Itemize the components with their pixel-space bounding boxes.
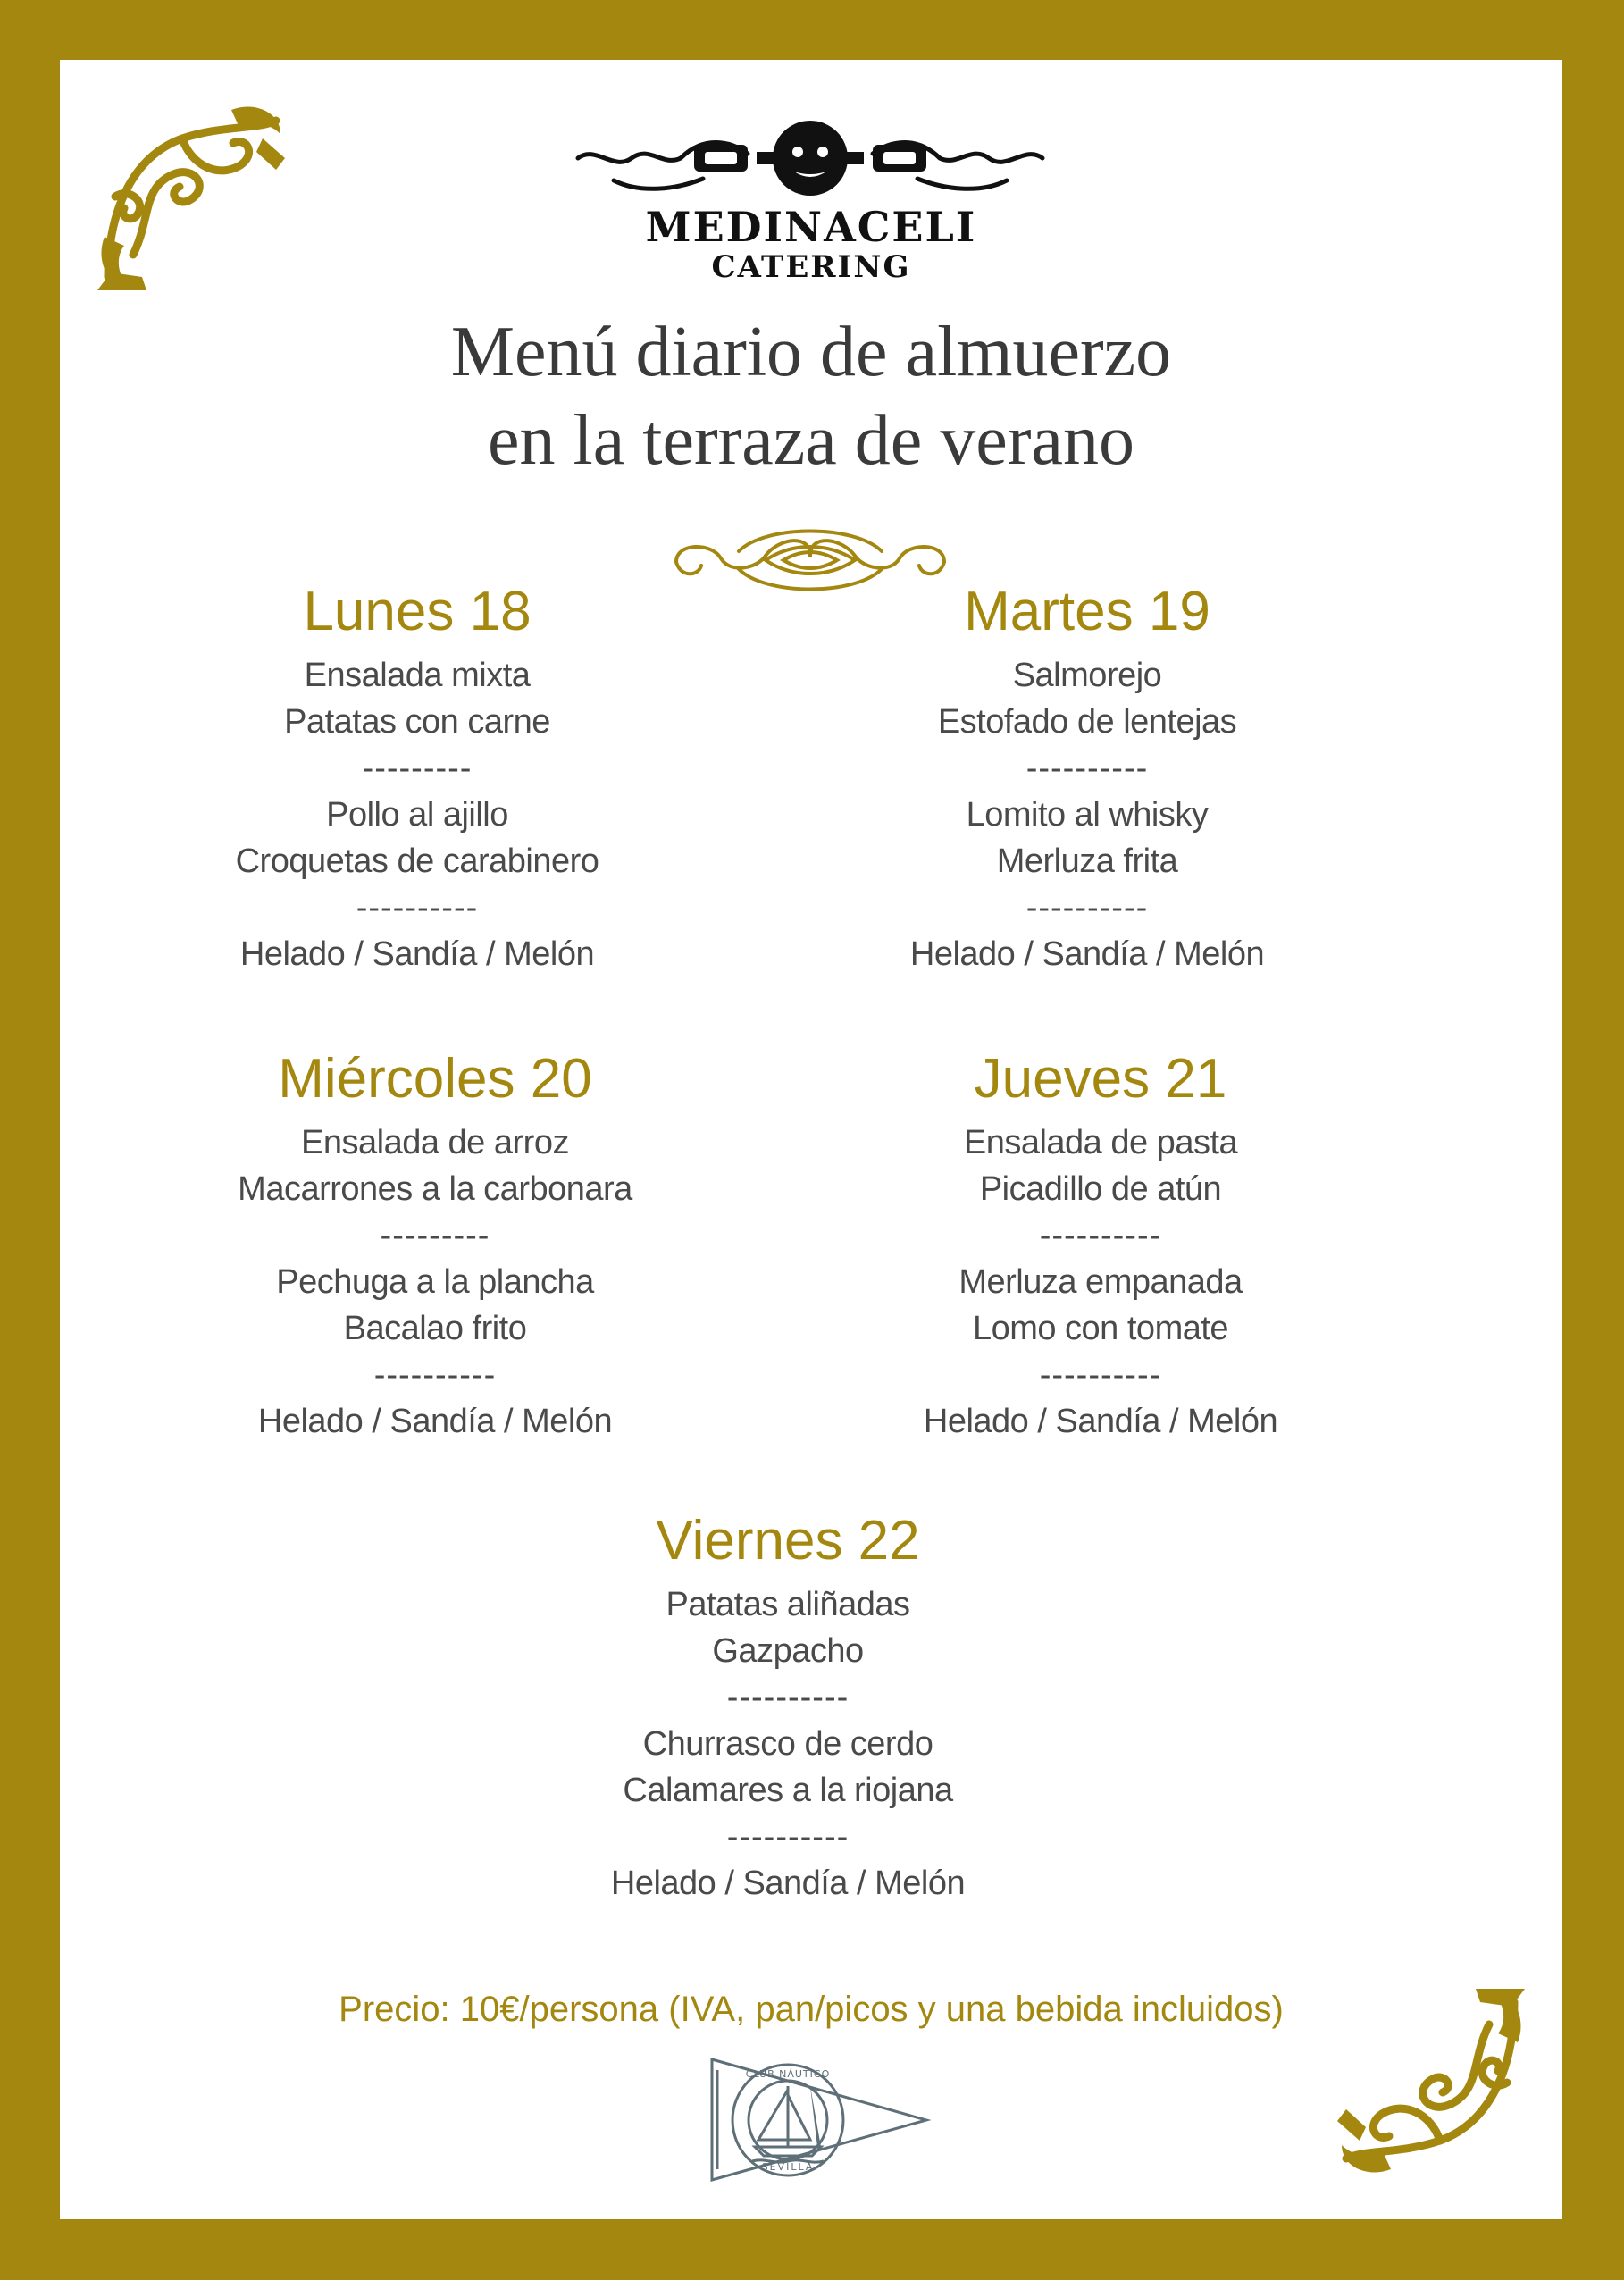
menu-sheet: [60, 60, 1562, 2219]
menu-title-line-1: Menú diario de almuerzo: [450, 313, 1172, 391]
dish: Gazpacho: [712, 1632, 864, 1670]
dish: Merluza empanada: [958, 1263, 1243, 1301]
day-block-friday: [475, 1510, 1101, 1907]
dessert-options: Helado / Sandía / Melón: [257, 1403, 613, 1440]
dish: Churrasco de cerdo: [642, 1725, 933, 1763]
medinaceli-crest-icon: [560, 109, 1060, 207]
dish: Lomo con tomate: [972, 1310, 1229, 1347]
dish: Pechuga a la plancha: [276, 1263, 594, 1301]
course-separator: ----------: [356, 889, 479, 926]
dish: Macarrones a la carbonara: [238, 1170, 632, 1208]
day-title: Jueves 21: [974, 1048, 1227, 1110]
course-separator: ----------: [1025, 750, 1149, 787]
menu-title-line-2: en la terraza de verano: [488, 401, 1134, 480]
dessert-options: Helado / Sandía / Melón: [610, 1865, 966, 1902]
day-title: Martes 19: [964, 581, 1210, 642]
dish: Picadillo de atún: [979, 1170, 1222, 1208]
dessert-options: Helado / Sandía / Melón: [923, 1403, 1278, 1440]
dish: Salmorejo: [1012, 657, 1162, 694]
dish: Patatas con carne: [284, 703, 550, 741]
dish: Ensalada mixta: [304, 657, 531, 694]
dessert-options: Helado / Sandía / Melón: [909, 935, 1265, 973]
course-separator: ----------: [726, 1818, 850, 1856]
dessert-options: Helado / Sandía / Melón: [239, 935, 595, 973]
dish: Lomito al whisky: [966, 796, 1209, 834]
day-block-thursday: [788, 1048, 1413, 1445]
dish: Patatas aliñadas: [666, 1586, 910, 1623]
club-nautico-pennant-icon: [703, 2050, 935, 2189]
club-logo-bottom-text: SEVILLA: [761, 2161, 815, 2173]
dish: Ensalada de pasta: [963, 1124, 1238, 1161]
day-title: Viernes 22: [656, 1510, 920, 1572]
price-note: Precio: 10€/persona (IVA, pan/picos y una bebida incluidos): [339, 1990, 1284, 2029]
course-separator: ----------: [1039, 1356, 1162, 1394]
brand-subtitle: CATERING: [711, 249, 911, 285]
day-title: Miércoles 20: [278, 1048, 592, 1110]
dish: Estofado de lentejas: [937, 703, 1237, 741]
day-block-wednesday: [122, 1048, 748, 1445]
brand-name: MEDINACELI: [645, 203, 977, 251]
course-separator: ----------: [1039, 1217, 1162, 1254]
course-separator: ---------: [362, 750, 473, 787]
day-block-tuesday: [774, 581, 1400, 977]
dish: Calamares a la riojana: [623, 1772, 953, 1809]
course-separator: ----------: [373, 1356, 497, 1394]
day-title: Lunes 18: [303, 581, 532, 642]
course-separator: ----------: [726, 1679, 850, 1716]
dish: Ensalada de arroz: [301, 1124, 569, 1161]
day-block-monday: [105, 581, 730, 977]
dish: Croquetas de carabinero: [235, 842, 599, 880]
course-separator: ---------: [380, 1217, 490, 1254]
course-separator: ----------: [1025, 889, 1149, 926]
dish: Bacalao frito: [343, 1310, 527, 1347]
club-logo-top-text: CLUB NÁUTICO: [745, 2068, 831, 2080]
dish: Pollo al ajillo: [326, 796, 508, 834]
dish: Merluza frita: [996, 842, 1178, 880]
